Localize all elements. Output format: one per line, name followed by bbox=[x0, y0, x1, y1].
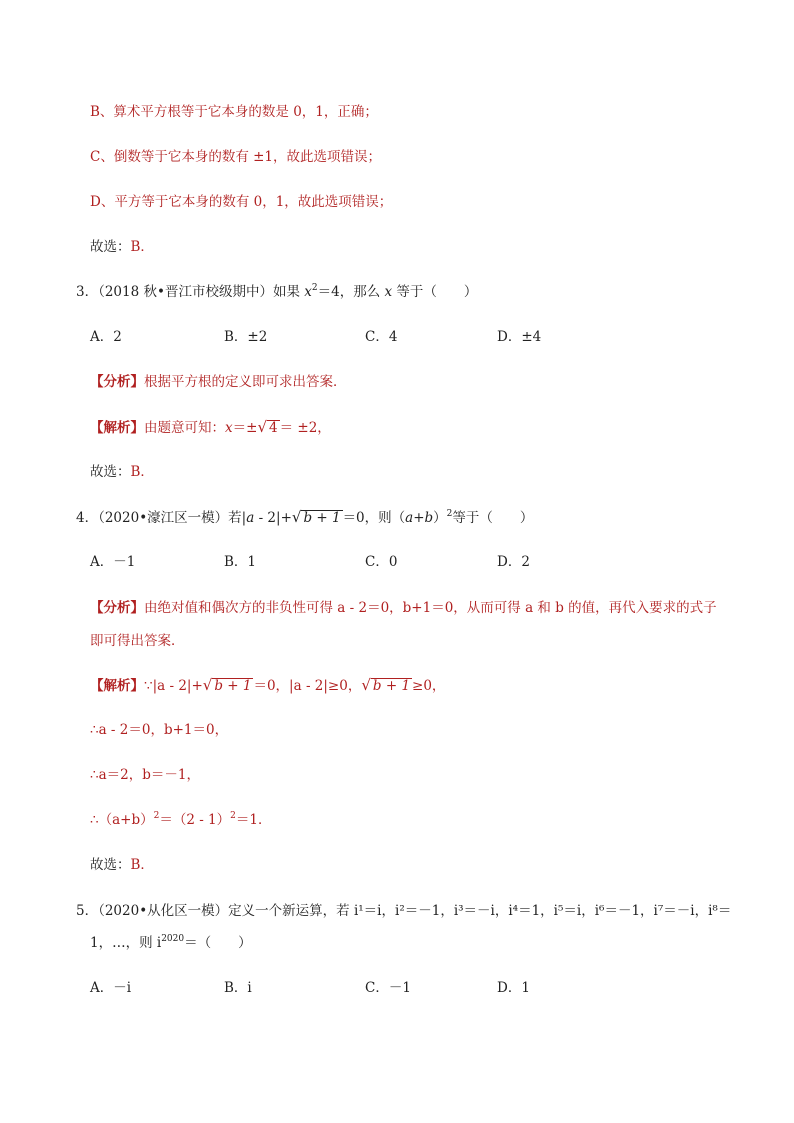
q4-answer: 故选：B． bbox=[90, 857, 154, 873]
q4-step3-c: ＝1． bbox=[235, 812, 272, 828]
q3-analysis bbox=[90, 372, 347, 392]
sqrt-symbol: √ b + 1 bbox=[361, 676, 411, 694]
solution-tag: 【解析】 bbox=[90, 420, 144, 436]
q4-stem-f: 等于（ ） bbox=[452, 510, 534, 526]
sqrt-symbol: √ b + 1 bbox=[202, 676, 252, 694]
q4-step-2: ∴a＝2，b＝－1， bbox=[90, 767, 200, 783]
q3-sol-var: x bbox=[225, 420, 233, 436]
q4-sol-c: ≥0， bbox=[412, 678, 446, 694]
q5-l2-a: 1，…，则 i bbox=[90, 935, 162, 951]
q5-option-c: C．－1 bbox=[365, 980, 411, 996]
q3-exp: 2 bbox=[311, 283, 318, 293]
q3-option-d: D．±4 bbox=[497, 329, 542, 345]
q3-answer-letter: B． bbox=[130, 464, 154, 480]
question-5-stem-line2 bbox=[90, 933, 252, 953]
option-c-explanation: C、倒数等于它本身的数有 ±1，故此选项错误； bbox=[90, 149, 382, 165]
q3-solution bbox=[90, 417, 331, 438]
q5-exp: 2020 bbox=[161, 934, 185, 944]
q4-step-3 bbox=[90, 810, 271, 830]
q3-sol-c: ＝ ±2， bbox=[279, 420, 331, 436]
answer-letter: B． bbox=[130, 239, 154, 255]
q3-radicand: 4 bbox=[269, 420, 278, 436]
q4-sol-b: ＝0，|a - 2|≥0， bbox=[253, 678, 362, 694]
question-4-stem bbox=[76, 507, 533, 528]
q3-answer: 故选：B． bbox=[90, 464, 154, 480]
q4-stem-c: ＝0，则（ bbox=[342, 510, 406, 526]
q4-solution bbox=[90, 675, 445, 696]
q4-step-1: ∴a - 2＝0，b+1＝0， bbox=[90, 722, 229, 738]
q5-option-d: D．1 bbox=[497, 980, 530, 996]
analysis-tag: 【分析】 bbox=[90, 374, 144, 390]
q3-var: x bbox=[304, 284, 312, 300]
q3-stem-a: 3．（2018 秋•晋江市校级期中）如果 bbox=[76, 284, 305, 300]
question-3-stem bbox=[76, 282, 477, 302]
option-d-explanation: D、平方等于它本身的数有 0，1，故此选项错误； bbox=[90, 194, 393, 210]
q4-stem-a: 4．（2020•濠江区一模）若| bbox=[76, 510, 247, 526]
analysis-tag: 【分析】 bbox=[90, 600, 144, 616]
q4-sol-a: ∵|a - 2|+ bbox=[144, 678, 203, 694]
q4-option-b: B．1 bbox=[224, 554, 257, 570]
sqrt-symbol: √ 4 bbox=[257, 418, 278, 436]
q4-step3-exp2: 2 bbox=[230, 811, 236, 821]
q4-option-a: A．－1 bbox=[90, 554, 136, 570]
q4-exp: 2 bbox=[446, 509, 453, 519]
q4-radicand: b + 1 bbox=[303, 510, 341, 526]
q4-step3-exp1: 2 bbox=[153, 811, 160, 821]
q5-option-b: B．i bbox=[224, 980, 252, 996]
q5-option-a: A．－i bbox=[90, 980, 132, 996]
answer-line: 故选：B． bbox=[90, 239, 154, 255]
q4-option-c: C．0 bbox=[365, 554, 398, 570]
q4-var-a: a bbox=[246, 510, 255, 526]
q3-stem-c: 等于（ ） bbox=[392, 284, 478, 300]
q4-answer-letter: B． bbox=[130, 857, 154, 873]
q4-step3-a: ∴（a+b） bbox=[90, 812, 154, 828]
q4-stem-e: ） bbox=[433, 510, 447, 526]
option-b-explanation: B、算术平方根等于它本身的数是 0，1，正确； bbox=[90, 104, 378, 120]
q4-sol-rad1: b + 1 bbox=[214, 678, 252, 694]
q4-stem-b: - 2|+ bbox=[254, 510, 292, 526]
q4-analysis-l1: 由绝对值和偶次方的非负性可得 a - 2＝0，b+1＝0，从而可得 a 和 b 的值，再代入要求的式子 bbox=[144, 600, 717, 616]
q4-sol-rad2: b + 1 bbox=[372, 678, 411, 694]
question-5-stem-line1: 5．（2020•从化区一模）定义一个新运算，若 i¹＝i，i²＝－1，i³＝－i，i⁴＝1，i⁵＝i，i⁶＝－1，i⁷＝－i，i⁸＝ bbox=[76, 903, 732, 919]
q3-analysis-text: 根据平方根的定义即可求出答案． bbox=[144, 374, 347, 390]
q5-l2-b: ＝（ ） bbox=[184, 935, 252, 951]
q3-sol-b: ＝± bbox=[232, 420, 258, 436]
sqrt-symbol: √ b + 1 bbox=[291, 508, 341, 526]
q4-analysis-l2: 即可得出答案． bbox=[90, 633, 185, 649]
q3-option-a: A．2 bbox=[90, 329, 122, 345]
q4-step3-b: ＝（2 - 1） bbox=[159, 812, 231, 828]
q3-option-c: C．4 bbox=[365, 329, 398, 345]
q4-option-d: D．2 bbox=[497, 554, 530, 570]
q4-analysis bbox=[90, 598, 717, 618]
solution-tag: 【解析】 bbox=[90, 678, 144, 694]
q4-stem-d: a+b bbox=[405, 510, 434, 526]
q3-sol-a: 由题意可知： bbox=[144, 420, 225, 436]
q3-stem-b: ＝4，那么 bbox=[317, 284, 385, 300]
q3-var2: x bbox=[384, 284, 393, 300]
q3-option-b: B．±2 bbox=[224, 329, 268, 345]
